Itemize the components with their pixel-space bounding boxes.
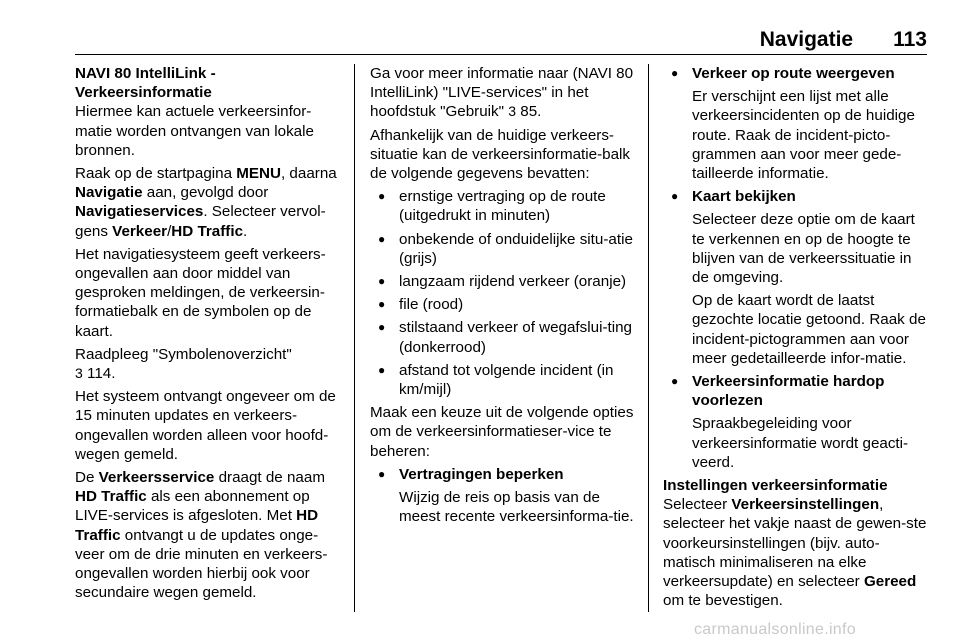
options-list (370, 465, 638, 527)
cross-reference: Raadpleeg "Symbolenoverzicht" 3 114. (75, 345, 292, 383)
option-item: ● Verkeersinformatie hardop voorlezen Spraakbegeleiding voor verkeersinformatie wordt geacti-veerd. (663, 372, 931, 472)
page-number: 113 (893, 28, 927, 51)
paragraph: Het navigatiesysteem geeft verkeers-ongevallen aan door middel van gesproken meldingen, de verkeersin-formatiebalk en de symbolen op de kaart. (75, 245, 326, 340)
list-item: ● ernstige vertraging op de route (uitgedrukt in minuten) (370, 187, 638, 225)
section-heading: Instellingen verkeersinformatie (663, 477, 888, 495)
options-list (663, 64, 931, 472)
section-heading: NAVI 80 IntelliLink - Verkeersinformatie (75, 65, 216, 102)
list-item: ● langzaam rijdend verkeer (oranje) (370, 272, 638, 291)
paragraph: Raak op de startpagina MENU, daarna Navigatie aan, gevolgd door Navigatieservices. Selecteer vervol-gens Verkeer/HD Traffic. (75, 165, 337, 240)
cross-reference: Ga voor meer informatie naar (NAVI 80 IntelliLink) "LIVE-services" in het hoofdstuk "Gebruik" 3 85. (370, 65, 634, 121)
traffic-info-list (370, 187, 638, 399)
option-item: ● Kaart bekijken Selecteer deze optie om de kaart te verkennen en op de hoogte te blijven van de verkeerssituatie in de omgeving. Op de kaart wordt de laatst gezochte locatie getoond. Raak de incident-pictogrammen aan voor meer gedetailleerde infor-matie. (663, 187, 931, 368)
paragraph: Hiermee kan actuele verkeersinfor-matie worden ontvangen van lokale bronnen. (75, 103, 314, 159)
column-divider-1 (354, 64, 355, 612)
paragraph: Selecteer Verkeersinstellingen, selecteer het vakje naast de gewen-ste voorkeursinstellingen (bijv. auto-matisch minimaliseren na elke verkeersupdate) en selecteer Gereed om te bevestigen. (663, 496, 927, 610)
header-rule (75, 54, 927, 55)
page-ref-arrow-icon: 3 (75, 365, 83, 382)
paragraph: Het systeem ontvangt ongeveer om de 15 minuten updates en verkeers-ongevallen worden alleen voor hoofd-wegen gemeld. (75, 388, 336, 463)
column-2 (370, 64, 638, 530)
column-divider-2 (648, 64, 649, 612)
list-item: ● stilstaand verkeer of wegafslui-ting (donkerrood) (370, 318, 638, 356)
column-3 (663, 64, 931, 614)
page-header (75, 26, 927, 52)
list-item: ● afstand tot volgende incident (in km/mijl) (370, 361, 638, 399)
page-ref-arrow-icon: 3 (508, 103, 517, 120)
section-title: Navigatie (759, 28, 854, 51)
paragraph: De Verkeersservice draagt de naam HD Traffic als een abonnement op LIVE-services is afgesloten. Met HD Traffic ontvangt u de updates onge-veer om de drie minuten en verkeers-ongevallen worden hierbij ook voor secundaire wegen gemeld. (75, 469, 328, 602)
option-item: ● Verkeer op route weergeven Er verschijnt een lijst met alle verkeersincidenten op de huidige route. Raak de incident-picto-grammen aan voor meer gede-tailleerde informatie. (663, 64, 931, 183)
paragraph: Afhankelijk van de huidige verkeers-situatie kan de verkeersinformatie-balk de volgende gegevens bevatten: (370, 126, 630, 183)
option-item: ● Vertragingen beperken Wijzig de reis op basis van de meest recente verkeersinforma-tie. (370, 465, 638, 527)
list-item: ● onbekende of onduidelijke situ-atie (grijs) (370, 230, 638, 268)
watermark: carmanualsonline.info (694, 621, 856, 638)
column-1 (75, 64, 343, 606)
paragraph: Maak een keuze uit de volgende opties om de verkeersinformatieser-vice te beheren: (370, 404, 634, 460)
list-item: ● file (rood) (370, 295, 638, 314)
